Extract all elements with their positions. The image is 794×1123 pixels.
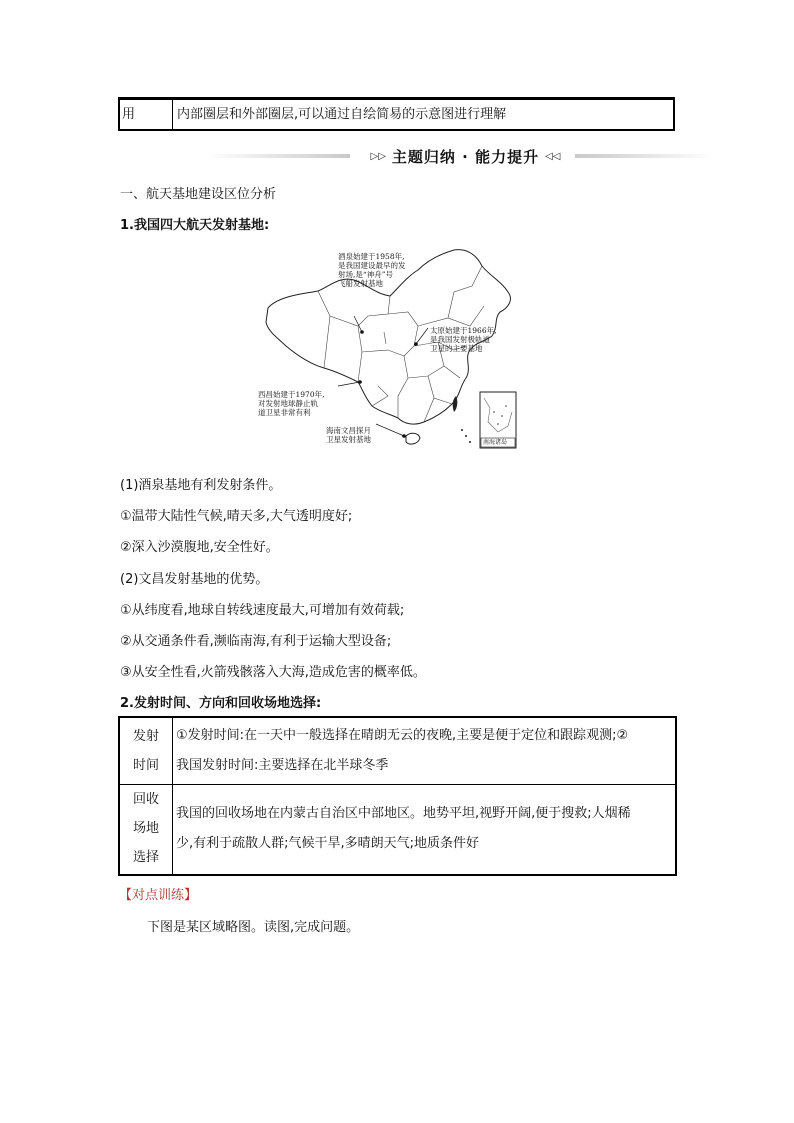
- table-cell-label: 用: [120, 100, 173, 129]
- double-triangle-left-icon: ◁◁: [545, 150, 561, 162]
- banner-left-bar: [205, 154, 350, 158]
- jiuquan-item-1: ①温带大陆性气候,晴天多,大气透明度好;: [120, 509, 353, 524]
- banner-right-bar: [575, 154, 715, 158]
- summary-table-fragment: [118, 97, 675, 131]
- china-launch-sites-map: [258, 246, 520, 452]
- table-row: [120, 785, 675, 874]
- double-triangle-right-icon: ▷▷: [370, 150, 386, 162]
- subsection-heading-2: 2.发射时间、方向和回收场地选择:: [120, 696, 322, 711]
- wenchang-label: 海南文昌探月 卫星发射基地: [326, 426, 371, 444]
- subsection-heading-1: 1.我国四大航天发射基地:: [120, 218, 270, 233]
- section-heading: 一、航天基地建设区位分析: [120, 187, 277, 202]
- row-text-launch-time: ①发射时间:在一天中一般选择在晴朗无云的夜晚,主要是便于定位和跟踪观测;② 我国发射时间:主要选择在北半球冬季: [176, 728, 629, 773]
- wenchang-item-3: ③从安全性看,火箭残骸落入大海,造成危害的概率低。: [120, 665, 426, 680]
- table-row: [120, 718, 675, 785]
- section-banner: [205, 146, 715, 166]
- table-cell-text: 内部圈层和外部圈层,可以通过自绘简易的示意图进行理解: [177, 107, 507, 122]
- practice-intro: 下图是某区域略图。读图,完成问题。: [147, 920, 360, 935]
- wenchang-title: (2)文昌发射基地的优势。: [120, 572, 269, 587]
- launch-recovery-table: [118, 716, 677, 876]
- xichang-label: 西昌始建于1970年, 对发射地球静止轨 道卫星非常有利: [258, 390, 325, 417]
- practice-tag: 【对点训练】: [119, 888, 198, 903]
- row-label-launch-time: 发射 时间: [120, 718, 173, 784]
- banner-title: 主题归纳 · 能力提升: [391, 147, 540, 166]
- wenchang-item-2: ②从交通条件看,濒临南海,有利于运输大型设备;: [120, 634, 392, 649]
- jiuquan-label: 酒泉始建于1958年, 是我国建设最早的发 射场,是“神舟”号 飞船发射基地: [338, 252, 406, 288]
- row-text-recovery-site: 我国的回收场地在内蒙古自治区中部地区。地势平坦,视野开阔,便于搜救;人烟稀 少,有利于疏散人群;气候干旱,多晴朗天气;地质条件好: [176, 806, 631, 851]
- row-label-recovery-site: 回收 场地 选择: [120, 785, 173, 874]
- jiuquan-item-2: ②深入沙漠腹地,安全性好。: [120, 540, 279, 555]
- wenchang-item-1: ①从纬度看,地球自转线速度最大,可增加有效荷载;: [120, 603, 405, 618]
- inset-label: 南海诸岛: [483, 439, 508, 446]
- taiyuan-label: 太原始建于1966年, 是我国发射极轨道 卫星的主要基地: [430, 326, 497, 353]
- jiuquan-title: (1)酒泉基地有利发射条件。: [120, 478, 282, 493]
